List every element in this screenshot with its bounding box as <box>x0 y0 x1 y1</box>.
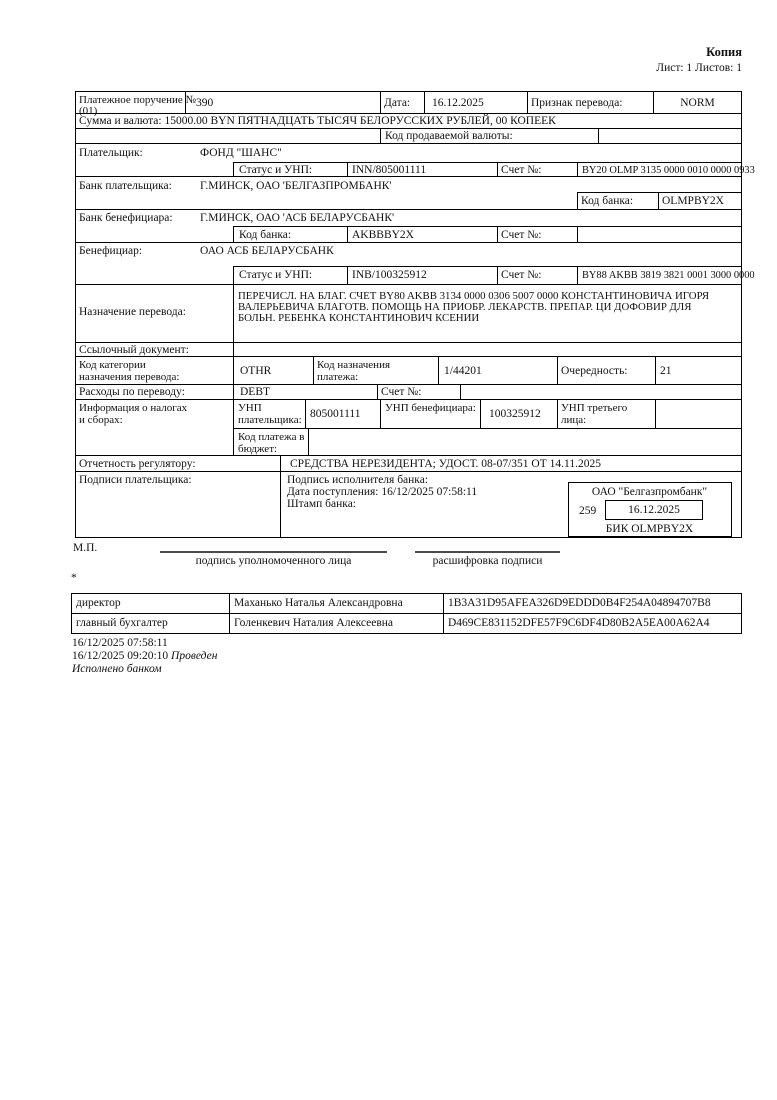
divider <box>557 356 558 384</box>
divider <box>497 162 498 176</box>
divider <box>75 284 742 285</box>
copy-label: Копия <box>706 45 742 59</box>
benef-label: Бенефициар: <box>79 245 143 257</box>
doc-number: 390 <box>196 97 214 109</box>
doc-title-line1: Платежное поручение № <box>79 94 197 106</box>
divider <box>75 384 742 385</box>
divider <box>75 356 742 357</box>
payer-bank-code-label: Код банка: <box>581 195 634 207</box>
divider <box>75 113 742 114</box>
benef-unp-label: УНП бенефициара: <box>385 402 476 414</box>
payer-label: Плательщик: <box>79 147 143 159</box>
divider <box>75 342 742 343</box>
divider <box>75 128 742 129</box>
divider <box>75 143 742 144</box>
signature-caption: подпись уполномоченного лица <box>195 555 352 567</box>
divider <box>280 455 281 538</box>
benef-bank-account-label: Счет №: <box>501 229 542 241</box>
regulator-value: СРЕДСТВА НЕРЕЗИДЕНТА; УДОСТ. 08-07/351 ОТ 14.11.2025 <box>290 458 601 470</box>
tax-info-label: Информация о налогах и сборах: <box>79 402 188 426</box>
divider <box>527 91 528 113</box>
footer-timestamp-1: 16/12/2025 07:58:11 <box>72 637 168 649</box>
payer-bank-code-value: OLMPBY2X <box>662 195 724 207</box>
signature-line <box>160 551 387 553</box>
signer-position: директор <box>76 597 121 609</box>
divider <box>424 91 425 113</box>
signer-name: Маханько Наталья Александровна <box>234 597 403 609</box>
divider <box>460 384 461 399</box>
benef-unp-value: 100325912 <box>489 408 541 420</box>
divider <box>305 399 306 428</box>
footer-timestamp-2 <box>72 650 217 662</box>
purpose-line2: ВАЛЕРЬЕВИЧА БЛАГОТВ. ПОМОЩЬ НА ПРИОБР. ЛЕКАРСТВ. ПРЕПАР. ЦИ ДОФОВИР ДЛЯ <box>238 301 692 313</box>
receipt-date-line: Дата поступления: 16/12/2025 07:58:11 <box>287 486 478 498</box>
purpose-line1: ПЕРЕЧИСЛ. НА БЛАГ. СЧЕТ BY80 AKBB 3134 0000 0306 5007 0000 КОНСТАНТИНОВИЧА ИГОРЯ <box>238 290 710 302</box>
budget-code-label: Код платежа в бюджет: <box>238 431 305 455</box>
divider <box>438 356 439 384</box>
payer-unp-label: УНП плательщика: <box>238 402 302 426</box>
stamp-date: 16.12.2025 <box>628 504 680 516</box>
date-value: 16.12.2025 <box>432 97 484 109</box>
payer-account-label: Счет №: <box>501 164 542 176</box>
payer-status-unp-value: INN/805001111 <box>352 164 427 176</box>
divider <box>347 226 348 242</box>
divider <box>577 162 578 176</box>
purpose-line3: БОЛЬН. РЕБЕНКА КОНСТАНТИНОВИЧ КСЕНИИ <box>238 312 480 324</box>
bank-executor-sign-label: Подпись исполнителя банка: <box>287 474 429 486</box>
signer-name: Голенкевич Наталия Алексеевна <box>234 617 394 629</box>
benef-status-unp-value: INB/100325912 <box>352 269 427 281</box>
divider <box>577 192 578 209</box>
charges-value: DEBT <box>240 386 271 398</box>
category-value: OTHR <box>240 365 272 377</box>
amount-line: Сумма и валюта: 15000.00 BYN ПЯТНАДЦАТЬ ТЫСЯЧ БЕЛОРУССКИХ РУБЛЕЙ, 00 КОПЕЕК <box>79 115 556 127</box>
charges-label: Расходы по переводу: <box>79 386 185 398</box>
divider <box>380 91 381 113</box>
divider <box>233 226 742 227</box>
divider <box>658 192 659 209</box>
footer-executed-by-bank: Исполнено банком <box>72 663 162 675</box>
payer-name: ФОНД "ШАНС" <box>200 147 282 159</box>
divider <box>377 384 378 399</box>
benef-account-value: BY88 AKBB 3819 3821 0001 3000 0000 <box>582 270 755 281</box>
divider <box>313 356 314 384</box>
signature-decode-line <box>415 551 560 553</box>
payer-status-unp-label: Статус и УНП: <box>239 164 313 176</box>
benef-status-unp-label: Статус и УНП: <box>239 269 313 281</box>
footer-timestamp-2-time: 16/12/2025 09:20:10 <box>72 650 169 662</box>
divider <box>229 593 230 634</box>
divider <box>443 593 444 634</box>
payer-unp-value: 805001111 <box>310 408 361 420</box>
benef-bank-code-value: AKBBBY2X <box>352 229 414 241</box>
transfer-flag-label: Признак перевода: <box>531 97 623 109</box>
payer-bank-label: Банк плательщика: <box>79 180 172 192</box>
divider <box>655 356 656 384</box>
third-unp-label: УНП третьего лица: <box>561 402 628 426</box>
currency-sold-label: Код продаваемой валюты: <box>385 130 513 142</box>
divider <box>75 399 742 400</box>
divider <box>577 192 742 193</box>
divider <box>233 428 742 429</box>
doc-title-line2: (01) <box>79 105 98 117</box>
benef-name: ОАО АСБ БЕЛАРУСБАНК <box>200 245 334 257</box>
divider <box>347 162 348 176</box>
divider <box>380 399 381 428</box>
divider <box>75 471 742 472</box>
benef-bank-label: Банк бенефициара: <box>79 212 173 224</box>
footnote-star: * <box>71 572 77 584</box>
ref-doc-label: Ссылочный документ: <box>79 344 189 356</box>
date-label: Дата: <box>384 97 411 109</box>
benef-bank-code-label: Код банка: <box>239 229 292 241</box>
divider <box>577 266 578 284</box>
divider <box>75 455 742 456</box>
payer-account-value: BY20 OLMP 3135 0000 0010 0000 0933 <box>582 165 755 176</box>
divider <box>233 266 742 267</box>
category-label: Код категории назначения перевода: <box>79 359 180 383</box>
divider <box>347 266 348 284</box>
divider <box>598 128 599 143</box>
divider <box>655 399 656 428</box>
divider <box>233 162 234 176</box>
divider <box>75 242 742 243</box>
footer-status-posted: Проведен <box>171 650 218 662</box>
benef-bank-name: Г.МИНСК, ОАО 'АСБ БЕЛАРУСБАНК' <box>200 212 395 224</box>
sheet-counter: Лист: 1 Листов: 1 <box>656 62 742 74</box>
divider <box>233 266 234 455</box>
divider <box>557 399 558 428</box>
payer-bank-name: Г.МИНСК, ОАО 'БЕЛГАЗПРОМБАНК' <box>200 180 392 192</box>
divider <box>497 266 498 284</box>
stamp-code: 259 <box>579 505 597 517</box>
signature-decode-caption: расшифровка подписи <box>432 555 543 567</box>
payer-signatures-label: Подписи плательщика: <box>79 474 192 486</box>
pay-code-label: Код назначения платежа: <box>317 359 391 383</box>
divider <box>71 613 742 614</box>
signer-hash: 1B3A31D95AFEA326D9EDDD0B4F254A04894707B8 <box>448 597 711 609</box>
stamp-bank-name: ОАО "Белгазпромбанк" <box>591 486 708 498</box>
bank-stamp-label: Штамп банка: <box>287 498 356 510</box>
bank-stamp-box <box>568 482 732 537</box>
benef-account-label: Счет №: <box>501 269 542 281</box>
pay-code-value: 1/44201 <box>444 365 482 377</box>
priority-value: 21 <box>660 365 672 377</box>
seal-place-label: М.П. <box>73 542 98 554</box>
stamp-date-box <box>605 500 703 520</box>
stamp-bik: БИК OLMPBY2X <box>605 523 694 535</box>
divider <box>233 226 234 242</box>
priority-label: Очередность: <box>561 365 628 377</box>
regulator-label: Отчетность регулятору: <box>79 458 196 470</box>
charges-account-label: Счет №: <box>381 386 422 398</box>
divider <box>75 209 742 210</box>
divider <box>480 399 481 428</box>
divider <box>577 226 578 242</box>
transfer-flag-value: NORM <box>680 97 715 109</box>
divider <box>233 162 742 163</box>
signer-hash: D469CE831152DFE57F9C6DF4D80B2A5EA00A62A4 <box>448 617 710 629</box>
divider <box>380 128 381 143</box>
divider <box>497 226 498 242</box>
purpose-label: Назначение перевода: <box>79 306 186 318</box>
signer-position: главный бухгалтер <box>76 617 168 629</box>
